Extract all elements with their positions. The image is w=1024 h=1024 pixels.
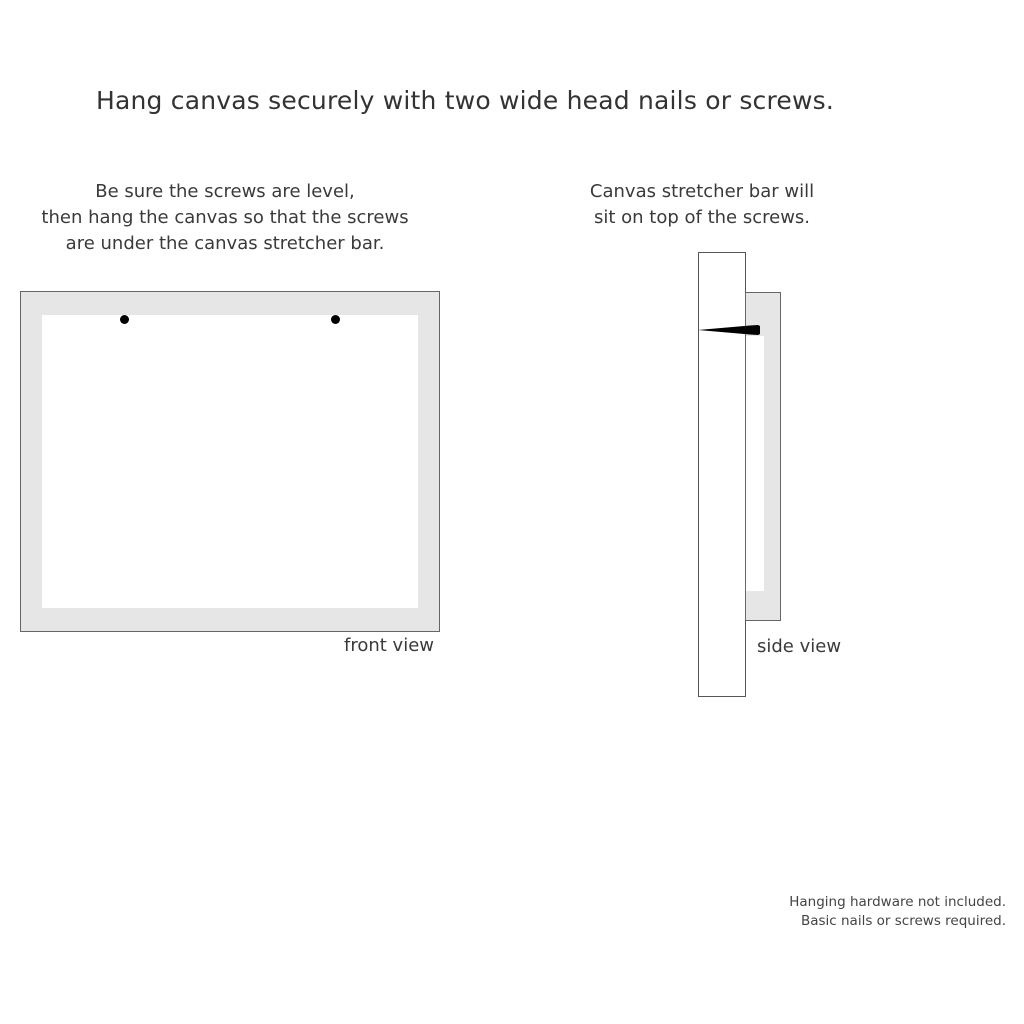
front-instructions-line: Be sure the screws are level, — [95, 181, 355, 202]
wall-profile — [699, 253, 746, 697]
hardware-note — [789, 893, 1006, 931]
screw-left — [120, 315, 129, 324]
side-view-diagram — [698, 253, 781, 697]
page-title: Hang canvas securely with two wide head nails or screws. — [95, 86, 835, 115]
front-view-diagram — [21, 292, 440, 632]
side-view-label: side view — [757, 636, 842, 657]
side-instructions-line: sit on top of the screws. — [593, 207, 811, 228]
front-instructions-line: then hang the canvas so that the screws — [41, 207, 409, 228]
canvas-front-panel — [42, 315, 418, 608]
hardware-note-line: Basic nails or screws required. — [800, 913, 1006, 929]
side-instructions-line: Canvas stretcher bar will — [589, 181, 815, 202]
hardware-note-line: Hanging hardware not included. — [789, 894, 1006, 910]
front-view-label: front view — [344, 635, 434, 656]
screw-right — [331, 315, 340, 324]
canvas-side-inner — [746, 336, 764, 591]
front-instructions-line: are under the canvas stretcher bar. — [65, 233, 385, 254]
